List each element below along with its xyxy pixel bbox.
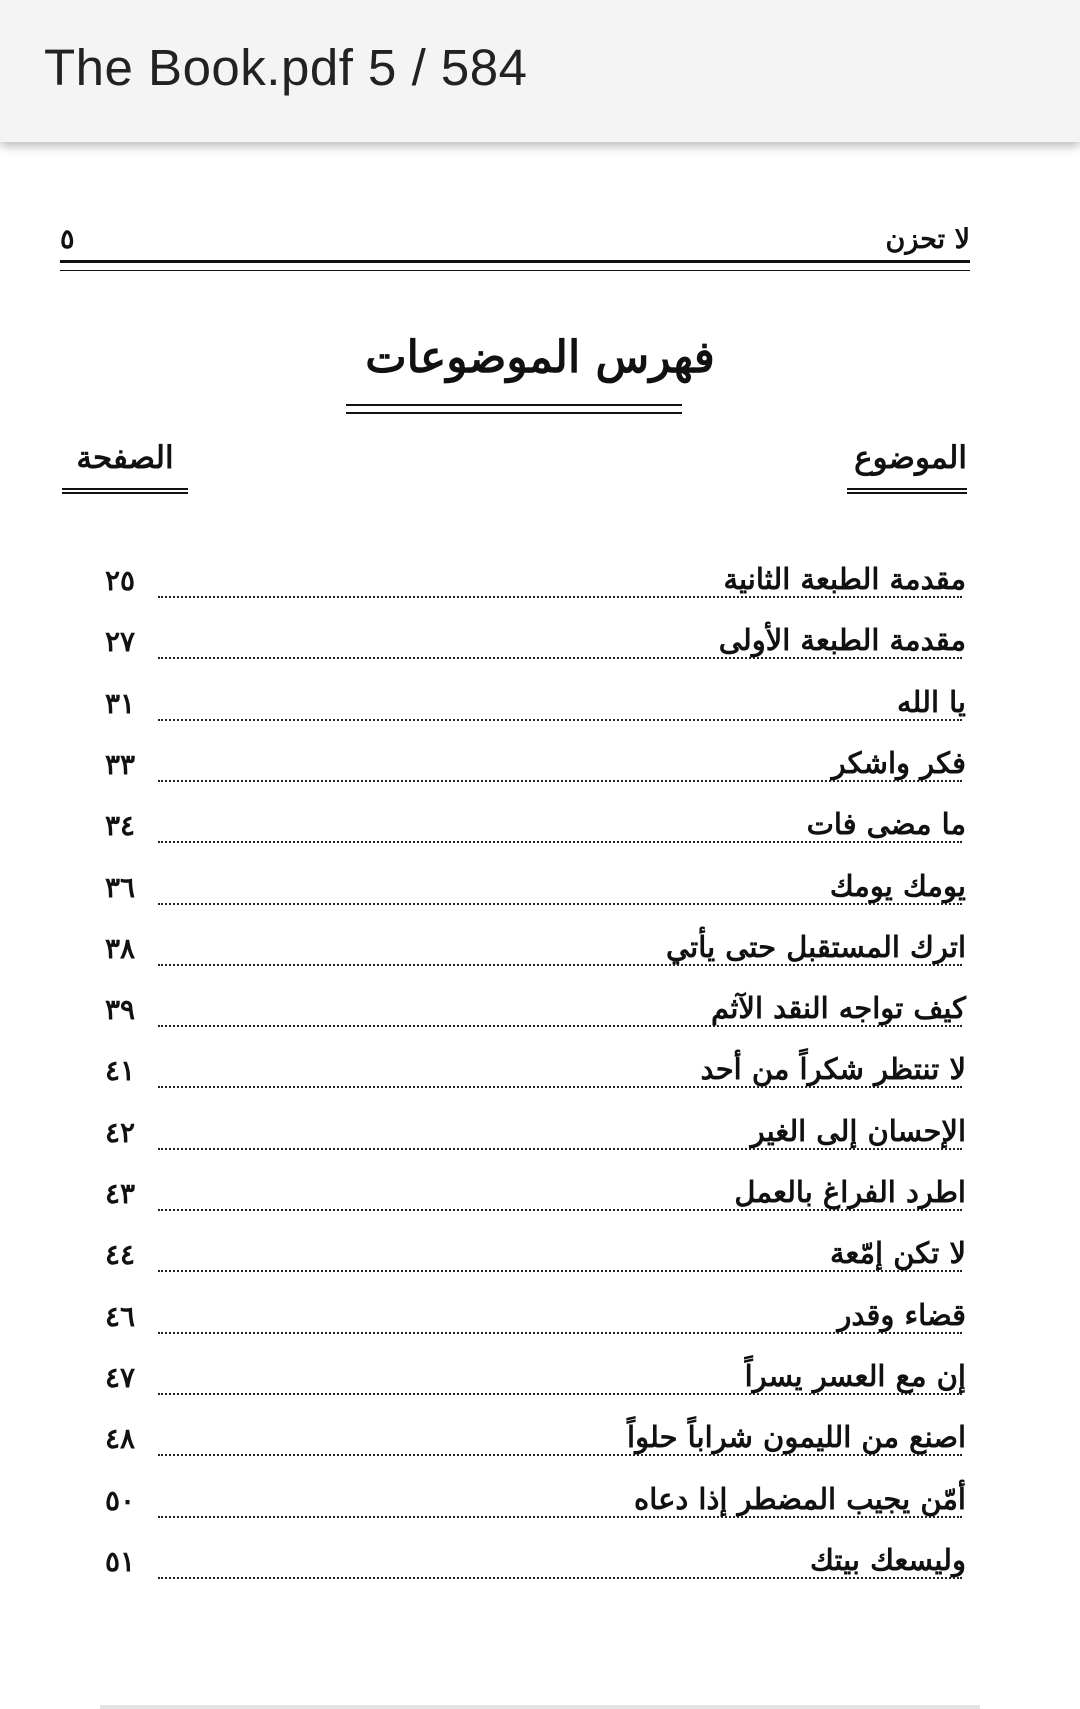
toc-entry-page-number: ٤٦ [104,1299,136,1333]
toc-entry-title: يا الله [893,685,966,719]
toc-entry-page-number: ٢٧ [104,625,136,659]
toc-entry-title: قضاء وقدر [833,1298,966,1332]
toc-entry-title: يومك يومك [826,869,966,903]
toc-leader-dots [158,841,962,843]
toc-leader-dots [158,1270,962,1272]
toc-list [0,142,1080,1709]
toc-entry-page-number: ٥٠ [104,1483,136,1517]
toc-entry-title: مقدمة الطبعة الأولى [715,623,966,657]
toc-entry[interactable] [0,685,1080,737]
toc-leader-dots [158,1393,962,1395]
toc-entry[interactable] [0,623,1080,675]
toc-leader-dots [158,719,962,721]
toc-leader-dots [158,780,962,782]
toc-leader-dots [158,1209,962,1211]
page-bottom-edge [100,1705,980,1709]
column-header-page: الصفحة [62,440,188,490]
toc-entry-page-number: ٤٨ [104,1422,136,1456]
toc-entry[interactable] [0,1236,1080,1288]
toc-entry[interactable] [0,1298,1080,1350]
toc-entry-title: إن مع العسر يسراً [741,1359,966,1393]
toc-entry-page-number: ٢٥ [104,564,136,597]
toc-entry-title: كيف تواجه النقد الآثم [707,991,966,1025]
toc-leader-dots [158,596,962,598]
toc-entry-title: لا تكن إمّعة [826,1236,966,1270]
toc-entry[interactable] [0,1114,1080,1166]
toc-entry-page-number: ٤٢ [104,1115,136,1149]
toc-entry-page-number: ٤١ [104,1054,136,1088]
toc-leader-dots [158,1025,962,1027]
toc-entry-page-number: ٤٣ [104,1177,136,1210]
toc-entry-title: أمّن يجيب المضطر إذا دعاه [630,1482,966,1516]
toc-entry-title: لا تنتظر شكراً من أحد [697,1052,966,1086]
toc-entry[interactable] [0,1543,1080,1595]
toc-entry[interactable] [0,1052,1080,1104]
toc-entry[interactable] [0,869,1080,921]
toc-entry-title: وليسعك بيتك [806,1543,966,1577]
toc-entry-page-number: ٣١ [104,686,136,720]
toc-entry[interactable] [0,807,1080,859]
document-title: The Book.pdf 5 / 584 [44,39,528,96]
toc-entry-page-number: ٥١ [104,1544,136,1578]
toc-title: فهرس الموضوعات [365,332,715,383]
running-head-book-name: لا تحزن [885,224,970,255]
toc-entry-title: مقدمة الطبعة الثانية [719,562,966,596]
toc-leader-dots [158,1086,962,1088]
toc-entry[interactable] [0,1175,1080,1227]
toc-leader-dots [158,964,962,966]
toc-entry-page-number: ٣٣ [104,747,136,781]
toc-entry-page-number: ٣٨ [104,931,136,965]
toc-entry-title: اترك المستقبل حتى يأتي [662,930,966,964]
toc-leader-dots [158,1454,962,1456]
toc-entry[interactable] [0,1420,1080,1472]
running-head-page-number: ٥ [60,224,75,255]
toc-entry[interactable] [0,930,1080,982]
viewer-toolbar [0,0,1080,142]
toc-entry[interactable] [0,746,1080,798]
toc-entry-page-number: ٣٦ [104,870,136,904]
pdf-page[interactable] [0,142,1080,1709]
column-header-topic: الموضوع [847,440,967,490]
toc-entry-title: فكر واشكر [828,746,966,780]
toc-entry[interactable] [0,562,1080,614]
toc-entry[interactable] [0,1359,1080,1411]
toc-entry[interactable] [0,1482,1080,1534]
toc-leader-dots [158,657,962,659]
toc-entry-page-number: ٣٩ [104,993,136,1027]
toc-entry-title: اطرد الفراغ بالعمل [730,1175,966,1209]
toc-entry-page-number: ٤٧ [104,1360,136,1394]
toc-entry[interactable] [0,991,1080,1043]
toc-entry-page-number: ٤٤ [104,1238,136,1272]
toc-leader-dots [158,1577,962,1579]
toc-entry-title: الإحسان إلى الغير [747,1114,966,1148]
toc-entry-page-number: ٣٤ [104,809,136,843]
toc-entry-title: ما مضى فات [803,807,966,841]
toc-entry-title: اصنع من الليمون شراباً حلواً [623,1420,966,1454]
